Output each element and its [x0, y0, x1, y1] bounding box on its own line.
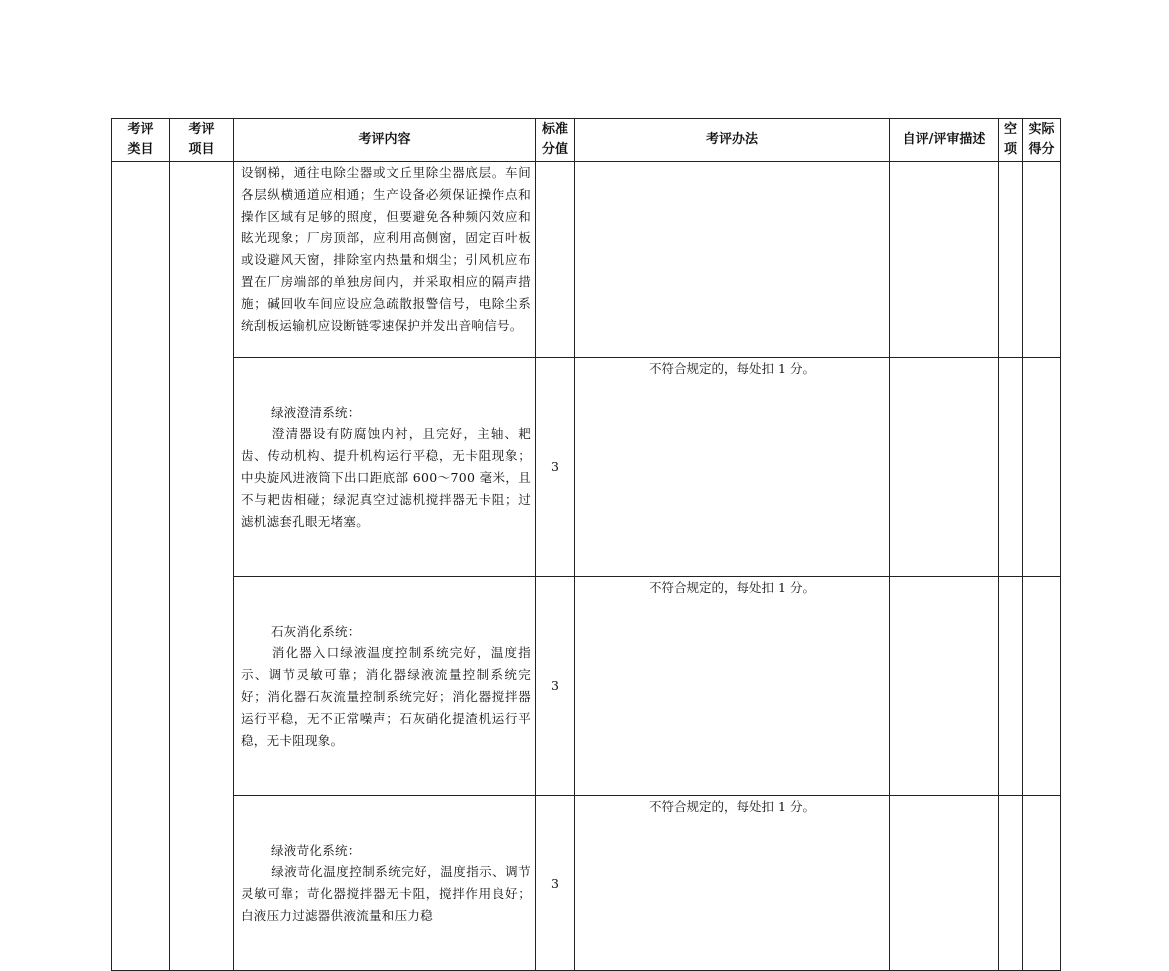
header-row — [112, 119, 1061, 162]
actual-score-cell — [1023, 358, 1061, 577]
evaluation-table — [111, 118, 1061, 971]
self-review-cell — [890, 576, 999, 795]
empty-item-cell — [999, 358, 1023, 577]
table-row — [112, 576, 1061, 795]
section-title: 绿液苛化系统： — [271, 842, 361, 858]
table-row — [112, 358, 1061, 577]
empty-item-cell — [999, 162, 1023, 358]
self-review-cell — [890, 795, 999, 970]
actual-score-cell — [1023, 162, 1061, 358]
method-cell — [575, 162, 890, 358]
item-cell — [170, 162, 234, 971]
content-cell: 石灰消化系统： 消化器入口绿液温度控制系统完好，温度指示、调节灵敏可靠；消化器绿液流量控制系统完好；消化器石灰流量控制系统完好；消化器搅拌器运行平稳，无不正常噪声；石灰硝化提渣机运行平稳，无卡阻现象。 — [234, 576, 536, 795]
header-empty-item: 空 项 — [999, 119, 1023, 162]
empty-item-cell — [999, 795, 1023, 970]
actual-score-cell — [1023, 576, 1061, 795]
score-cell — [536, 162, 575, 358]
header-content: 考评内容 — [234, 119, 536, 162]
section-title: 绿液澄清系统： — [271, 404, 361, 420]
header-category: 考评 类目 — [112, 119, 170, 162]
header-item: 考评 项目 — [170, 119, 234, 162]
table-row — [112, 795, 1061, 970]
content-cell: 设钢梯，通往电除尘器或文丘里除尘器底层。车间各层纵横通道应相通；生产设备必须保证操作点和操作区域有足够的照度，但要避免各种频闪效应和眩光现象；厂房顶部，应利用高侧窗，固定百叶板或设避风天窗，排除室内热量和烟尘；引风机应布置在厂房端部的单独房间内，并采取相应的隔声措施；碱回收车间应设应急疏散报警信号，电除尘系统刮板运输机应设断链零速保护并发出音响信号。 — [234, 162, 536, 358]
method-cell: 不符合规定的，每处扣 1 分。 — [575, 576, 890, 795]
section-title: 石灰消化系统： — [271, 623, 361, 639]
content-cell: 绿液澄清系统： 澄清器设有防腐蚀内衬，且完好，主轴、耙齿、传动机构、提升机构运行平稳，无卡阻现象；中央旋风进液筒下出口距底部 600～700 毫米，且不与耙齿相碰；绿泥真空过滤机搅拌器无卡阻；过滤机滤套孔眼无堵塞。 — [234, 358, 536, 577]
actual-score-cell — [1023, 795, 1061, 970]
method-cell: 不符合规定的，每处扣 1 分。 — [575, 795, 890, 970]
header-actual-score: 实际 得分 — [1023, 119, 1061, 162]
empty-item-cell — [999, 576, 1023, 795]
self-review-cell — [890, 358, 999, 577]
header-self-review: 自评/评审描述 — [890, 119, 999, 162]
content-cell: 绿液苛化系统： 绿液苛化温度控制系统完好，温度指示、调节灵敏可靠；苛化器搅拌器无卡阻，搅拌作用良好；白液压力过滤器供液流量和压力稳 — [234, 795, 536, 970]
table-row — [112, 162, 1061, 358]
score-cell: 3 — [536, 795, 575, 970]
self-review-cell — [890, 162, 999, 358]
category-cell — [112, 162, 170, 971]
score-cell: 3 — [536, 576, 575, 795]
header-standard-score: 标准 分值 — [536, 119, 575, 162]
header-method: 考评办法 — [575, 119, 890, 162]
score-cell: 3 — [536, 358, 575, 577]
method-cell: 不符合规定的，每处扣 1 分。 — [575, 358, 890, 577]
